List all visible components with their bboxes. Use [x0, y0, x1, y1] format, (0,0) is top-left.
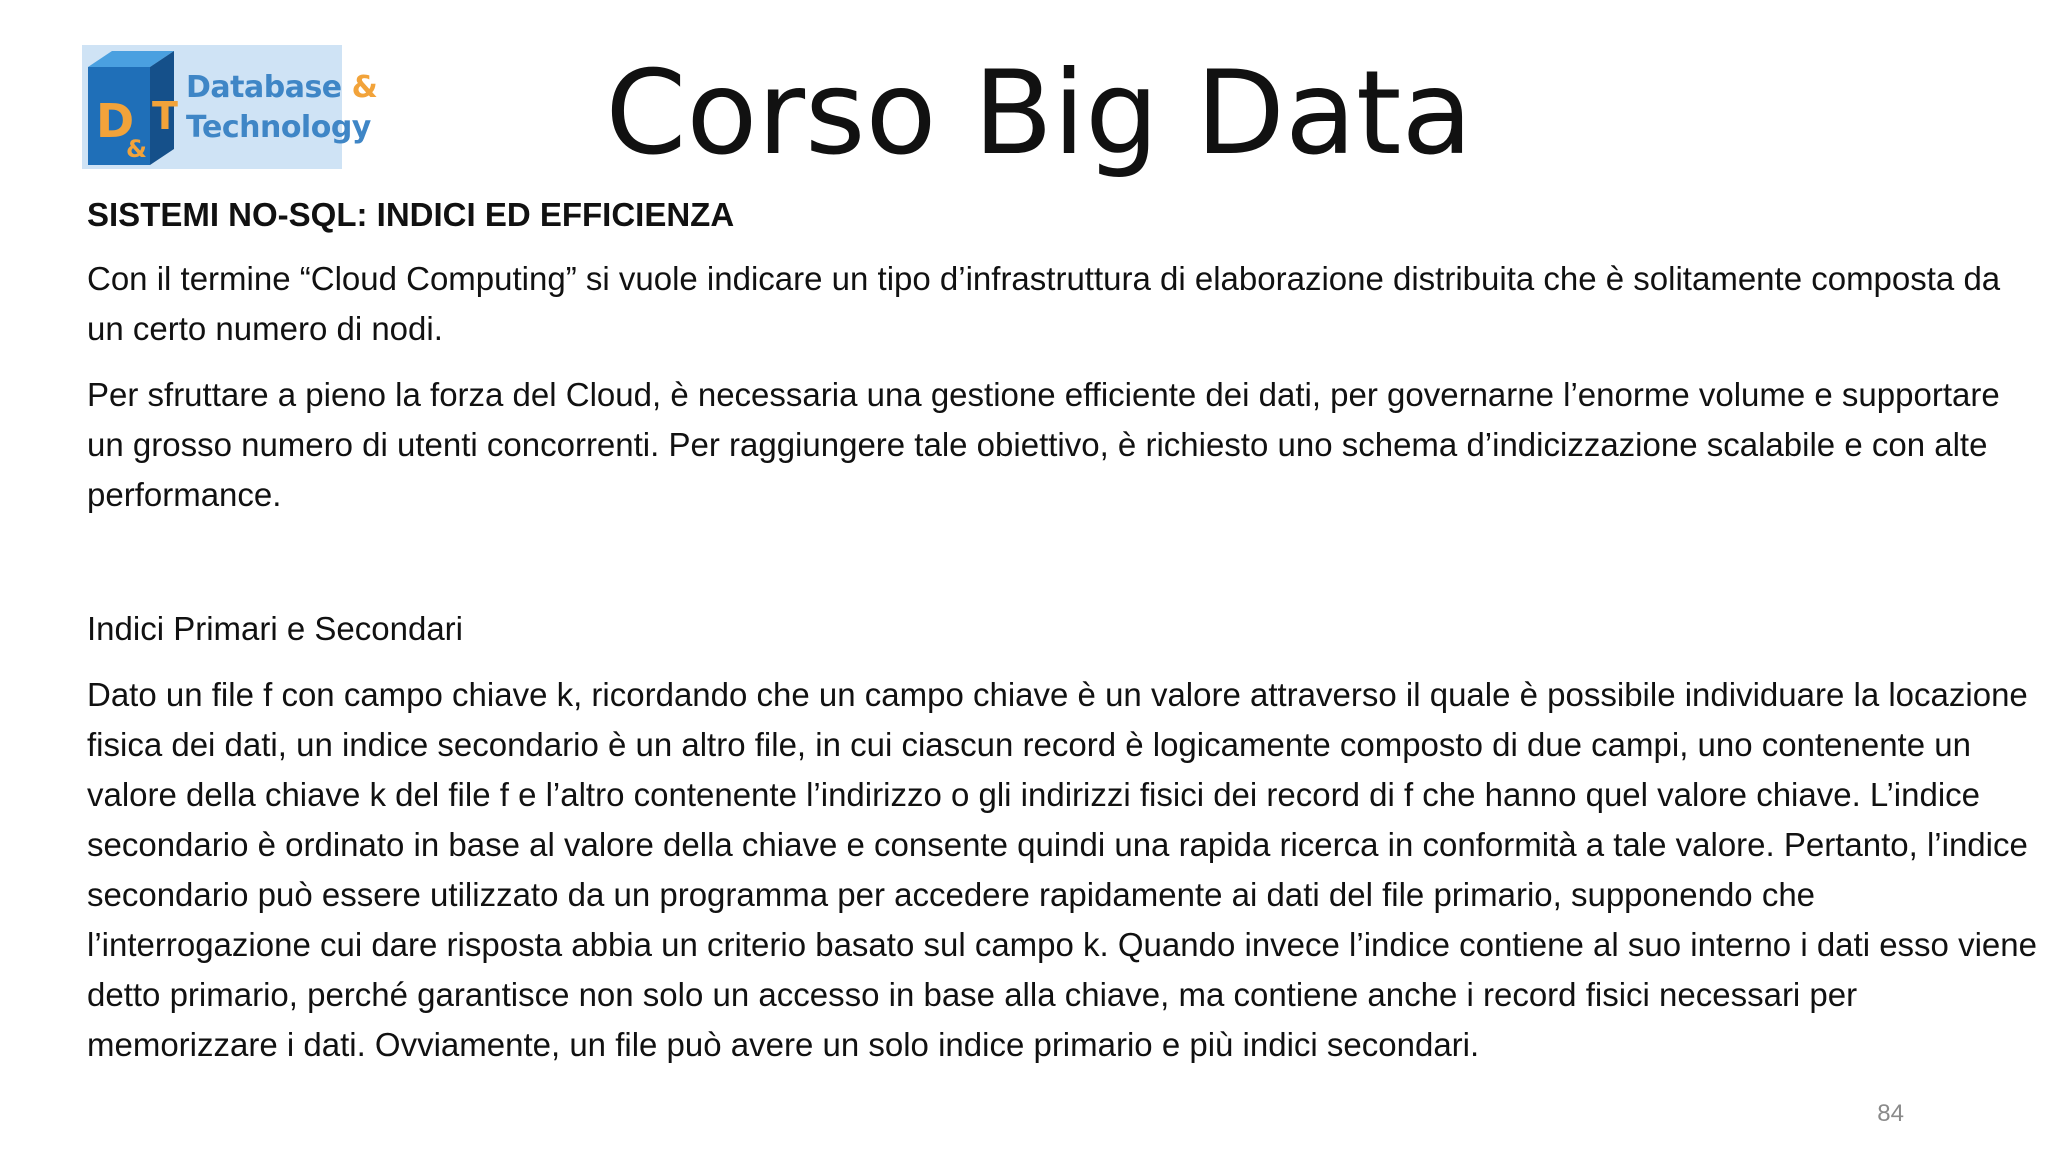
svg-text:&: &: [126, 135, 147, 163]
svg-text:T: T: [152, 94, 178, 138]
slide-body: [87, 190, 2037, 1070]
logo-text-line2: Technology: [186, 110, 371, 145]
paragraph-cloud-computing: Con il termine “Cloud Computing” si vuole indicare un tipo d’infrastruttura di elaborazione distribuita che è solitamente composta da un certo numero di nodi.: [87, 260, 2001, 347]
blank-line: [87, 536, 2037, 604]
page-number: 84: [1877, 1100, 1904, 1127]
subheading-indici: Indici Primari e Secondari: [87, 610, 463, 647]
section-heading: SISTEMI NO-SQL: INDICI ED EFFICIENZA: [87, 196, 735, 233]
paragraph-cloud-efficiency: Per sfruttare a pieno la forza del Cloud, è necessaria una gestione efficiente dei dati, per governarne l’enorme volume e supportare un grosso numero di utenti concorrenti. Per raggiungere tale obiettivo, è richiesto uno schema d’indicizzazione scalabile e con alte performance.: [87, 376, 2000, 513]
paragraph-indici-primari-secondari: Dato un file f con campo chiave k, ricordando che un campo chiave è un valore attraverso il quale è possibile individuare la locazione fisica dei dati, un indice secondario è un altro file, in cui ciascun record è logicamente composto di due campi, uno contenente un valore della chiave k del file f e l’altro contenente l’indirizzo o gli indirizzi fisici dei record di f che hanno quel valore chiave. L’indice secondario è ordinato in base al valore della chiave e consente quindi una rapida ricerca in conformità a tale valore. Pertanto, l’indice secondario può essere utilizzato da un programma per accedere rapidamente ai dati del file primario, supponendo che l’interrogazione cui dare risposta abbia un criterio basato sul campo k. Quando invece l’indice contiene al suo interno i dati esso viene detto primario, perché garantisce non solo un accesso in base alla chiave, ma contiene anche i record fisici necessari per memorizzare i dati. Ovviamente, un file può avere un solo indice primario e più indici secondari.: [87, 676, 2037, 1063]
svg-text:D: D: [96, 94, 135, 148]
logo-text-line1: Database &: [186, 70, 378, 105]
slide-title: Corso Big Data: [605, 46, 1473, 181]
